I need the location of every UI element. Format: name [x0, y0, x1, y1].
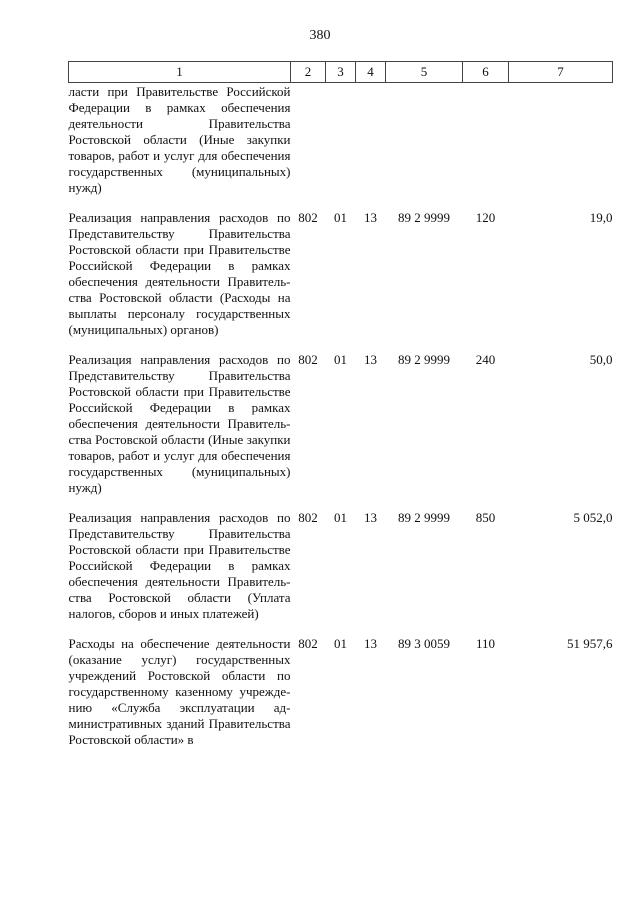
row-amount: 19,0: [589, 210, 613, 225]
table-row: [69, 352, 613, 496]
table-row: [69, 510, 613, 622]
column-header-3: 3: [326, 62, 356, 83]
row-ministry-code: 802: [298, 352, 318, 367]
row-expense-type: 850: [475, 510, 496, 525]
row-section-code: 01: [334, 352, 347, 367]
row-ministry-code: 802: [298, 210, 318, 225]
page-number: 380: [309, 28, 331, 43]
row-amount: 50,0: [589, 352, 613, 367]
header-row: [69, 62, 613, 83]
row-description: Реализация направления расходов по Представительству Правительства Ростовской области при Правительстве Российской Федерации в рамках обеспечения деятельности Правительства Ростовской области (Расходы на выплаты персоналу государственных (муниципальных) органов): [68, 210, 291, 337]
column-header-7: 7: [509, 62, 613, 83]
row-section-code: 01: [334, 636, 347, 651]
column-header-5: 5: [386, 62, 463, 83]
column-header-1: 1: [69, 62, 291, 83]
row-section-code: [326, 83, 356, 197]
row-ministry-code: 802: [298, 636, 318, 651]
row-section-code: 01: [334, 510, 347, 525]
row-section-code: 01: [334, 210, 347, 225]
table-row: [69, 210, 613, 338]
row-expense-type: 110: [475, 636, 496, 651]
row-amount: [509, 83, 613, 197]
row-subsection-code: 13: [364, 510, 377, 525]
table-row: [69, 83, 613, 197]
row-ministry-code: [291, 83, 326, 197]
table-row: [69, 636, 613, 748]
row-expense-type: 120: [475, 210, 496, 225]
row-subsection-code: [356, 83, 386, 197]
row-expense-type: [463, 83, 509, 197]
column-header-6: 6: [463, 62, 509, 83]
row-expense-type: 240: [475, 352, 496, 367]
row-description: Расходы на обеспечение деятельности (оказание услуг) государственных учреждений Ростовской области по государственному казенному учреждению «Служба эксплуатации административных зданий Правительства Ростовской области» в: [68, 636, 291, 747]
column-header-2: 2: [291, 62, 326, 83]
row-description: Реализация направления расходов по Представительству Правительства Ростовской области при Правительстве Российской Федерации в рамках обеспечения деятельности Правительства Ростовской области (Иные закупки товаров, работ и услуг для обеспечения государственных (муниципальных) нужд): [68, 352, 291, 495]
row-subsection-code: 13: [364, 636, 377, 651]
row-ministry-code: 802: [298, 510, 318, 525]
row-amount: 5 052,0: [573, 510, 613, 525]
row-target-code: 89 3 0059: [398, 636, 450, 651]
row-target-code: [386, 83, 463, 197]
row-target-code: 89 2 9999: [398, 352, 450, 367]
row-target-code: 89 2 9999: [398, 510, 450, 525]
row-subsection-code: 13: [364, 210, 377, 225]
row-amount: 51 957,6: [567, 636, 613, 651]
row-description: Реализация направления расходов по Представительству Правительства Ростовской области при Правительстве Российской Федерации в рамках обеспечения деятельности Правительства Ростовской области (Уплата налогов, сборов и иных платежей): [68, 510, 291, 621]
budget-table: [68, 61, 613, 748]
row-subsection-code: 13: [364, 352, 377, 367]
row-description: ласти при Правительстве Российской Федерации в рамках обеспечения деятельности Правительства Ростовской области (Иные закупки товаров, работ и услуг для обеспечения государственных (муниципальных) нужд): [68, 84, 291, 195]
column-header-4: 4: [356, 62, 386, 83]
row-target-code: 89 2 9999: [398, 210, 450, 225]
